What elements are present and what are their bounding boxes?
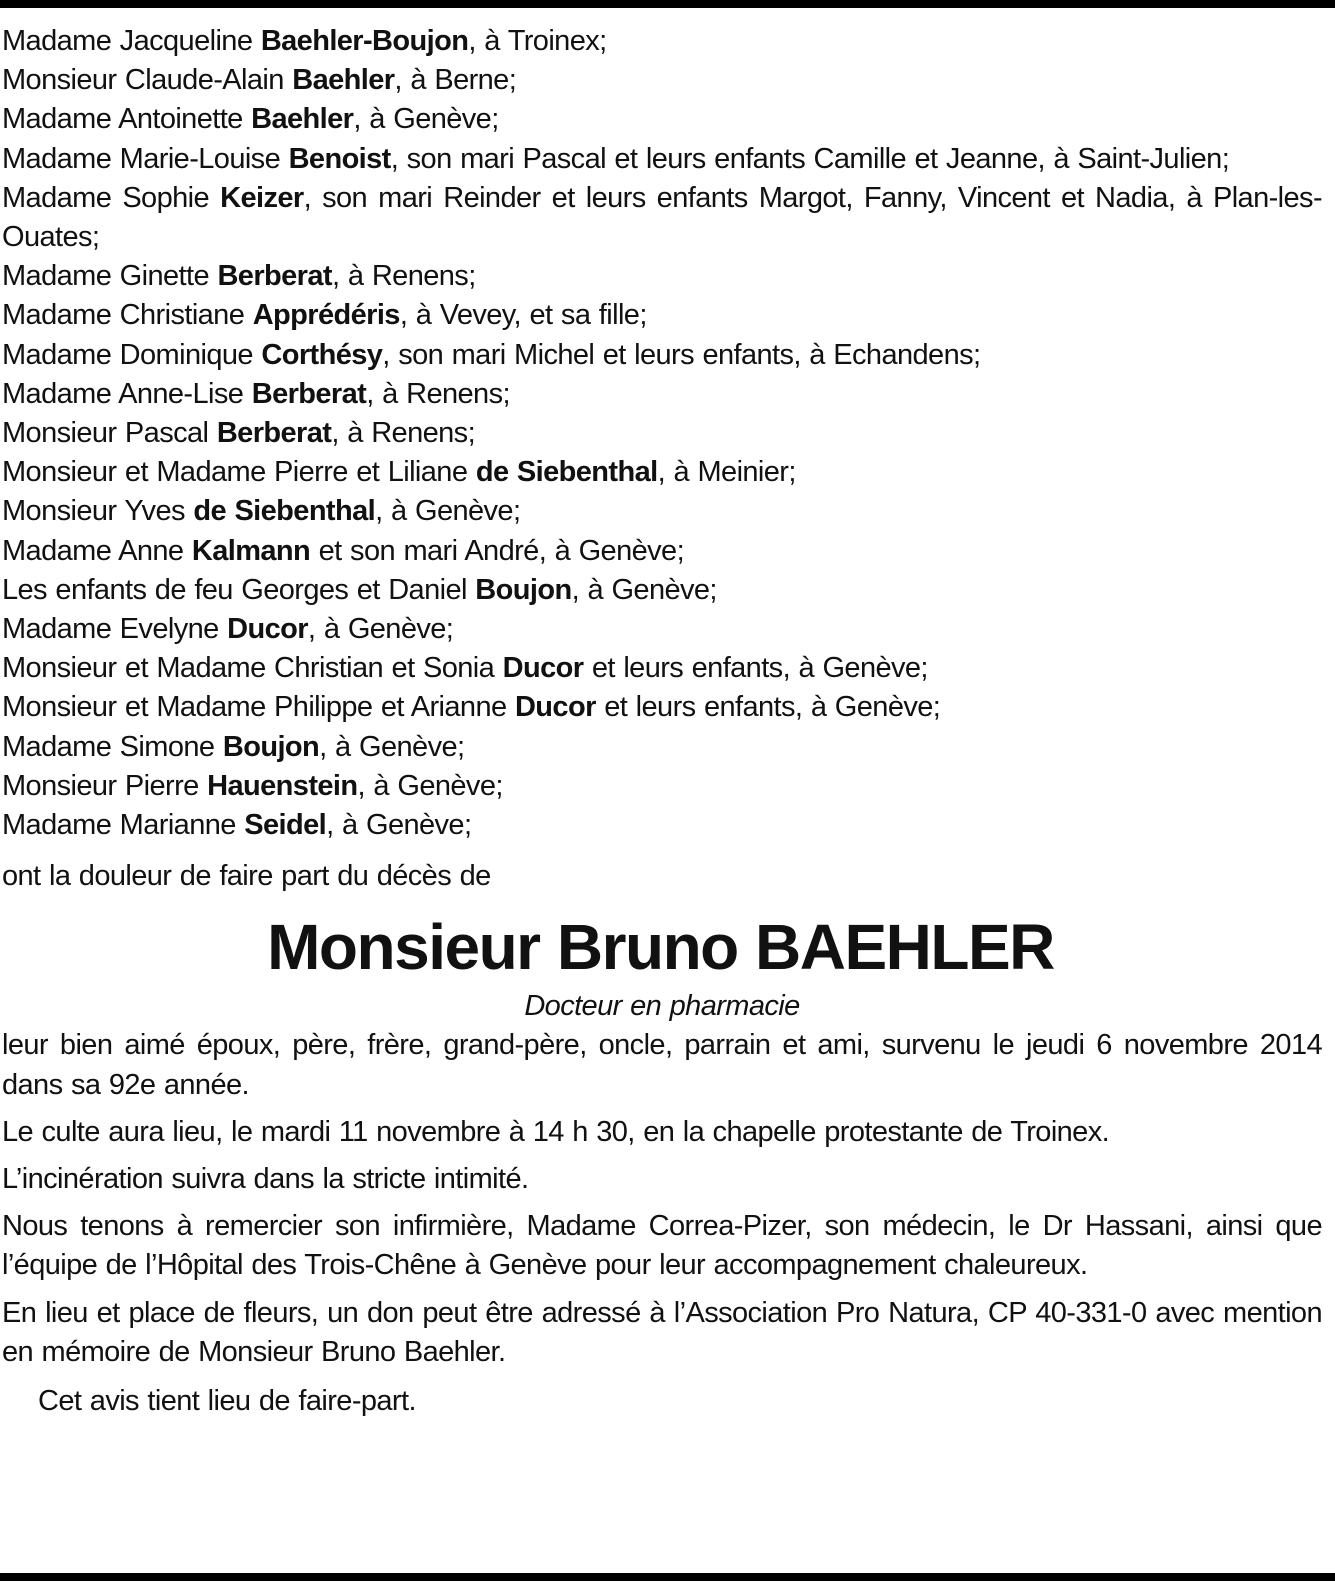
family-member: Madame Marianne Seidel, à Genève; — [2, 809, 472, 842]
deceased-name: Monsieur Bruno BAEHLER — [267, 911, 1054, 984]
family-surname: Seidel — [244, 809, 327, 842]
family-surname: Boujon — [475, 573, 572, 606]
family-surname: Baehler — [292, 64, 395, 97]
family-member: Madame Anne Kalmann et son mari André, à Genève; — [2, 534, 685, 567]
family-list — [2, 22, 1322, 845]
bottom-rule — [0, 1573, 1335, 1581]
death-details: leur bien aimé époux, père, frère, grand-père, oncle, parrain et ami, survenu le jeudi 6 novembre 2014 dans sa 92e année. — [2, 1029, 1322, 1101]
family-surname: Apprédéris — [252, 299, 400, 332]
donation-note: En lieu et place de fleurs, un don peut être adressé à l’Association Pro Natura, CP 40-331-0 avec mention en mémoire de Monsieur Bruno Baehler. — [2, 1296, 1322, 1368]
family-surname: Berberat — [251, 377, 367, 410]
family-member: Madame Simone Boujon, à Genève; — [2, 730, 465, 763]
family-surname: de Siebenthal — [475, 456, 658, 489]
family-member: Madame Anne-Lise Berberat, à Renens; — [2, 377, 510, 410]
family-surname: Benoist — [288, 142, 391, 175]
family-member: Madame Evelyne Ducor, à Genève; — [2, 613, 454, 646]
family-surname: Hauenstein — [207, 769, 358, 802]
family-member: Madame Christiane Apprédéris, à Vevey, et sa fille; — [2, 299, 647, 332]
family-member: Les enfants de feu Georges et Daniel Boujon, à Genève; — [2, 573, 717, 606]
deceased-profession: Docteur en pharmacie — [524, 990, 800, 1023]
closing-note: Cet avis tient lieu de faire-part. — [38, 1385, 416, 1418]
family-member: Madame Marie-Louise Benoist, son mari Pascal et leurs enfants Camille et Jeanne, à Saint-Julien; — [2, 142, 1230, 175]
family-member: Monsieur et Madame Pierre et Liliane de Siebenthal, à Meinier; — [2, 456, 796, 489]
family-member: Madame Sophie Keizer, son mari Reinder et leurs enfants Margot, Fanny, Vincent et Nadia, à Plan-les-Ouates; — [2, 181, 1323, 254]
family-surname: Boujon — [222, 730, 320, 763]
family-surname: Ducor — [227, 613, 308, 646]
family-surname: Ducor — [514, 691, 596, 724]
family-surname: Berberat — [217, 260, 332, 293]
family-surname: Berberat — [216, 417, 332, 450]
acknowledgements: Nous tenons à remercier son infirmière, Madame Correa-Pizer, son médecin, le Dr Hassani, ainsi que l’équipe de l’Hôpital des Trois-Chêne à Genève pour leur accompagnement chaleureux. — [2, 1210, 1322, 1282]
family-surname: Ducor — [502, 652, 584, 685]
top-rule — [0, 0, 1335, 8]
cremation-note: L’incinération suivra dans la stricte intimité. — [2, 1163, 529, 1196]
family-member: Madame Antoinette Baehler, à Genève; — [2, 103, 499, 136]
family-member: Monsieur et Madame Christian et Sonia Ducor et leurs enfants, à Genève; — [2, 652, 928, 685]
family-member: Monsieur Claude-Alain Baehler, à Berne; — [2, 64, 517, 97]
family-member: Madame Dominique Corthésy, son mari Michel et leurs enfants, à Echandens; — [2, 338, 981, 371]
family-surname: de Siebenthal — [193, 495, 376, 528]
family-surname: Baehler — [251, 103, 354, 136]
family-member: Monsieur Yves de Siebenthal, à Genève; — [2, 495, 521, 528]
family-member: Monsieur Pierre Hauenstein, à Genève; — [2, 769, 503, 802]
family-surname: Baehler-Boujon — [260, 25, 469, 57]
family-surname: Kalmann — [191, 534, 311, 567]
family-member: Monsieur Pascal Berberat, à Renens; — [2, 417, 476, 450]
family-surname: Corthésy — [261, 338, 383, 371]
family-surname: Keizer — [220, 181, 304, 214]
family-member: Monsieur et Madame Philippe et Arianne Ducor et leurs enfants, à Genève; — [2, 691, 941, 724]
announcement: ont la douleur de faire part du décès de — [2, 860, 491, 893]
family-member: Madame Ginette Berberat, à Renens; — [2, 260, 476, 293]
family-member: Madame Jacqueline Baehler-Boujon, à Troinex; — [2, 25, 607, 57]
service-details: Le culte aura lieu, le mardi 11 novembre à 14 h 30, en la chapelle protestante de Troinex. — [2, 1115, 1110, 1148]
obituary-notice — [2, 22, 1322, 1421]
